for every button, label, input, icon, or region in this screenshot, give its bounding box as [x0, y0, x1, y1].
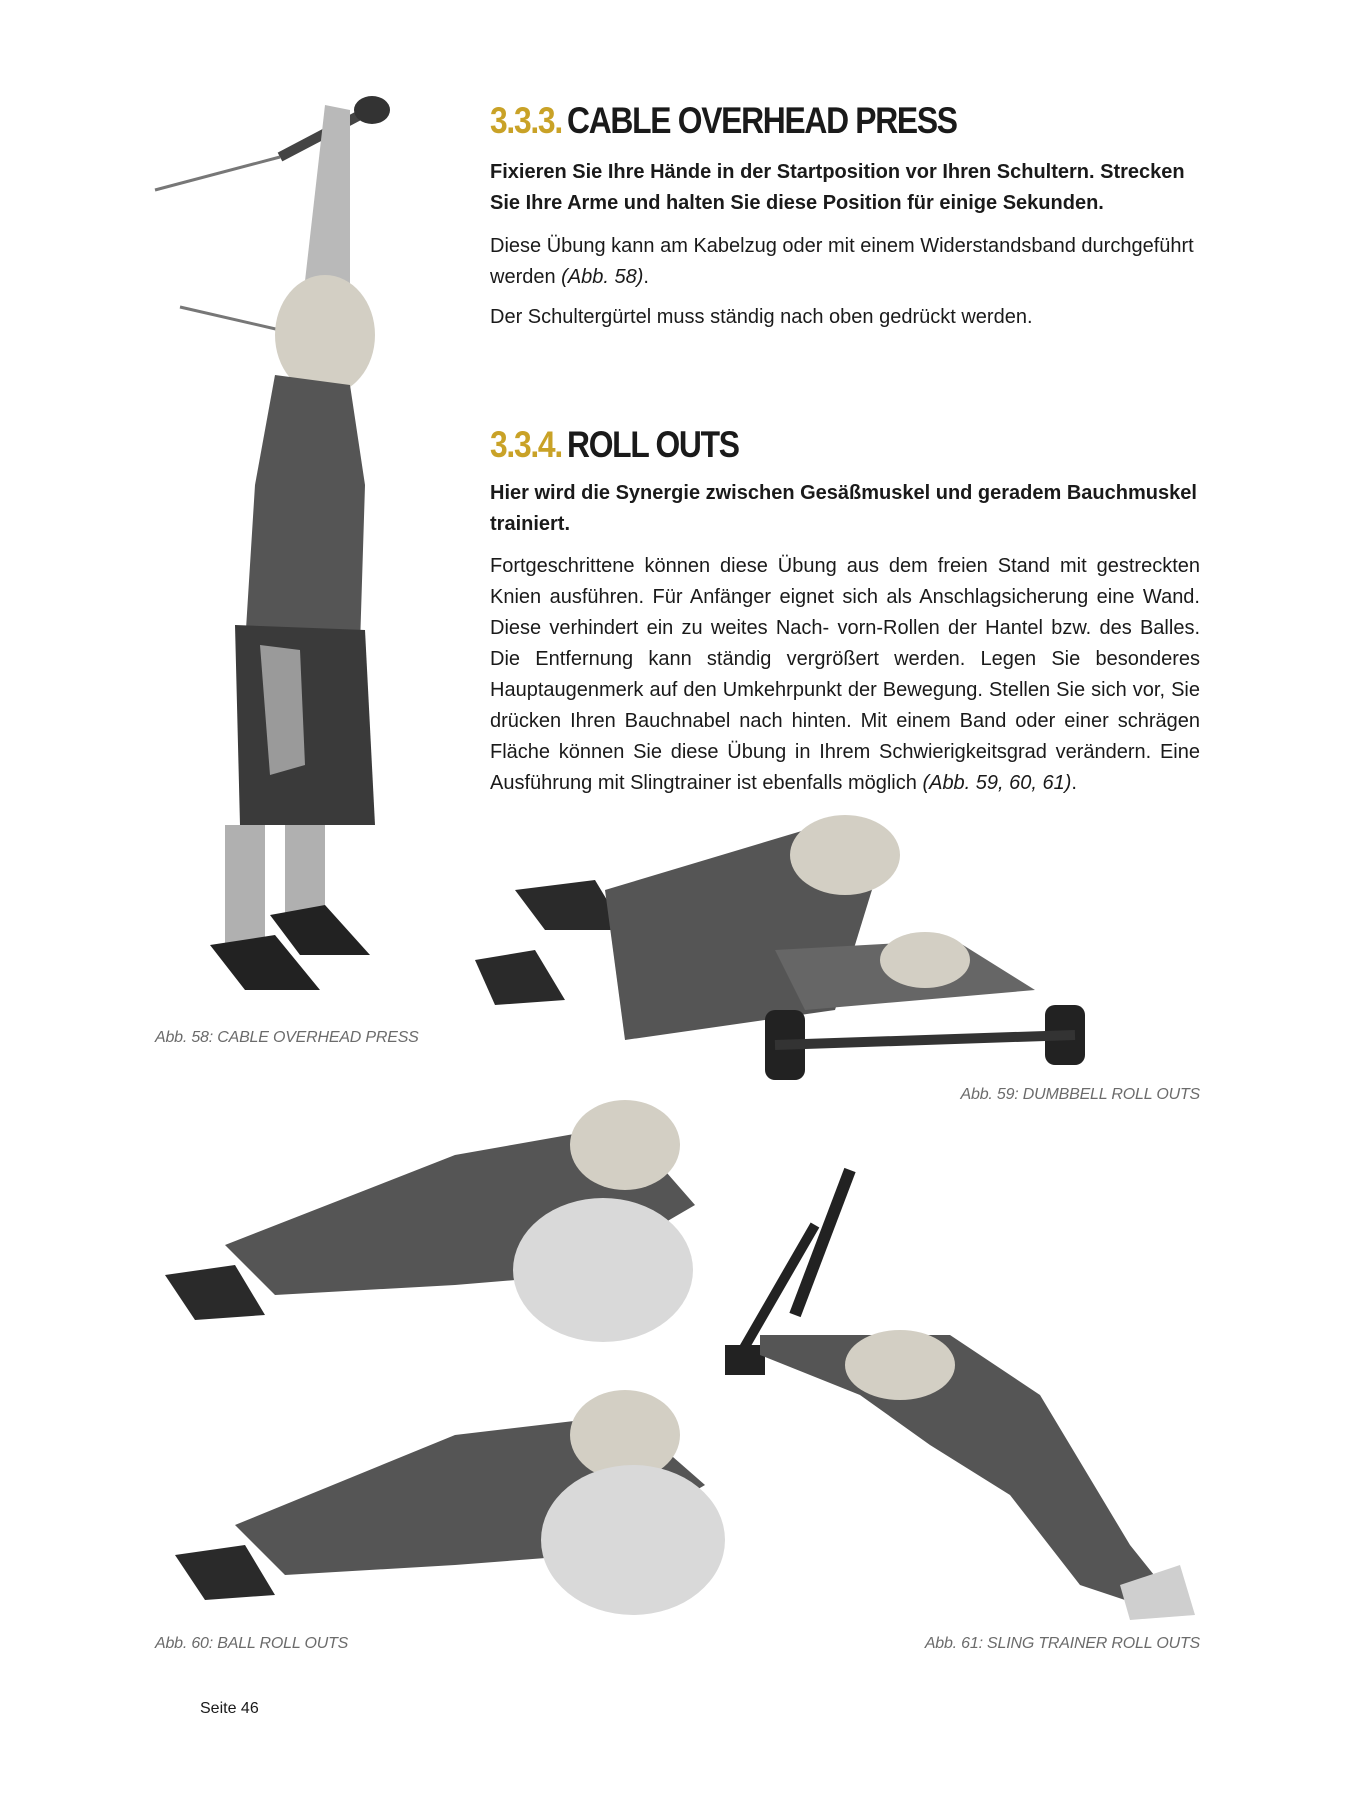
- caption-abb-60: Abb. 60: BALL ROLL OUTS: [155, 1635, 349, 1652]
- photo-cable-overhead-press: [150, 85, 490, 1015]
- caption-abb-59: Abb. 59: DUMBBELL ROLL OUTS: [960, 1086, 1200, 1103]
- figure-reference: (Abb. 59, 60, 61): [922, 772, 1072, 794]
- lead-text-cable-overhead-press: Fixieren Sie Ihre Hände in der Startposition vor Ihren Schultern. Strecken Sie Ihre Arme und halten Sie diese Position für einige Sekunden.: [490, 161, 1185, 214]
- caption-abb-58: Abb. 58: CABLE OVERHEAD PRESS: [155, 1029, 419, 1046]
- lead-text-roll-outs: Hier wird die Synergie zwischen Gesäßmuskel und geradem Bauchmuskel trainiert.: [490, 482, 1197, 535]
- paragraph-end: .: [1071, 772, 1077, 794]
- section-heading-cable-overhead-press: [490, 100, 957, 142]
- paragraph-end: .: [643, 266, 649, 288]
- section-title: CABLE OVERHEAD PRESS: [567, 100, 957, 141]
- photo-sling-trainer-roll-outs: [700, 1165, 1200, 1635]
- paragraph-roll-outs: [490, 551, 1200, 799]
- section-number: 3.3.3.: [490, 100, 562, 141]
- section-heading-roll-outs: [490, 424, 739, 466]
- photo-dumbbell-roll-outs: [475, 810, 1110, 1085]
- paragraph-text: Diese Übung kann am Kabelzug oder mit einem Widerstandsband durchgeführt werden: [490, 235, 1194, 288]
- caption-abb-61: Abb. 61: SLING TRAINER ROLL OUTS: [924, 1635, 1200, 1652]
- section-number: 3.3.4.: [490, 424, 562, 465]
- page-number: Seite 46: [200, 1700, 259, 1717]
- figure-reference: (Abb. 58): [561, 266, 644, 288]
- photo-ball-roll-outs: [155, 1085, 745, 1645]
- paragraph-text: Fortgeschrittene können diese Übung aus dem freien Stand mit gestreckten Knien ausführen. Für Anfänger eignet sich als Anschlagsicherung eine Wand. Diese verhindert ein zu weites Nach- vorn-Rollen der Hantel bzw. des Balles. Die Entfernung kann ständig vergrößert werden. Legen Sie besonderes Hauptaugenmerk auf den Umkehrpunkt der Bewegung. Stellen Sie sich vor, Sie drücken Ihren Bauchnabel nach hinten. Mit einem Band oder einer schrägen Fläche können Sie diese Übung in Ihrem Schwierigkeitsgrad verändern. Eine Ausführung mit Slingtrainer ist ebenfalls möglich: [490, 555, 1200, 794]
- section-title: ROLL OUTS: [567, 424, 739, 465]
- paragraph-cable-equipment: [490, 231, 1200, 293]
- paragraph-shoulder-girdle: Der Schultergürtel muss ständig nach oben gedrückt werden.: [490, 306, 1033, 328]
